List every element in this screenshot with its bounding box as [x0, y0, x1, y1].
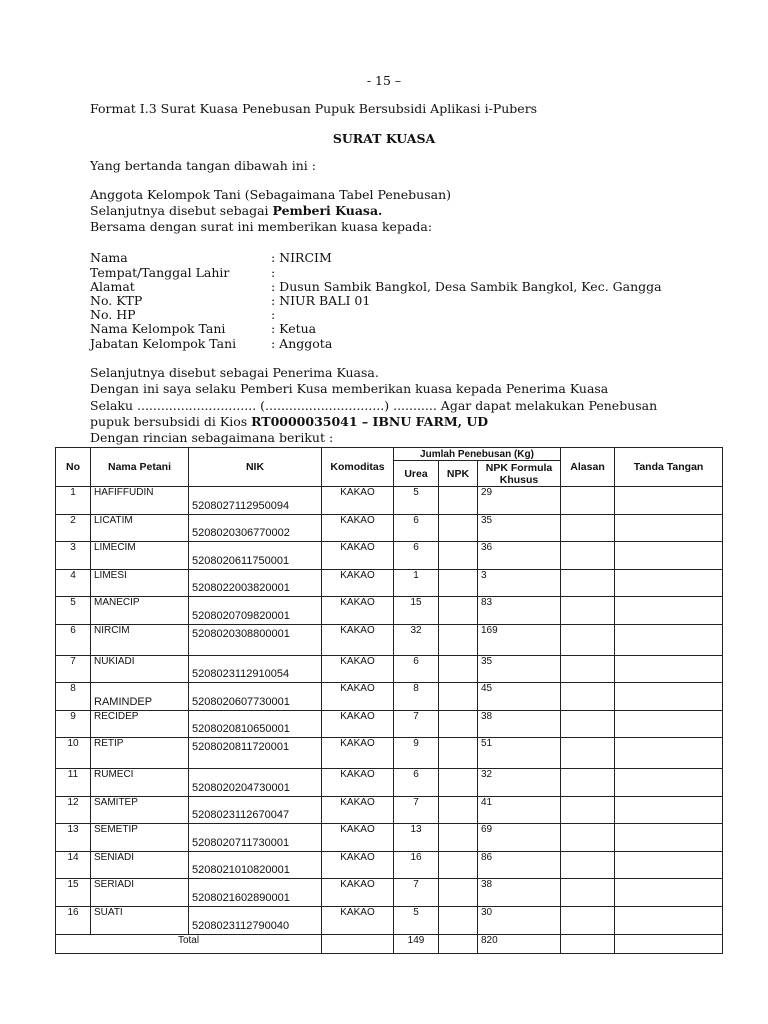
row-npk-formula: 32: [478, 768, 561, 796]
row-tanda-tangan: [615, 906, 723, 934]
field-label: Nama Kelompok Tani: [90, 321, 226, 336]
header-komoditas: Komoditas: [322, 448, 394, 487]
row-npk-formula: 38: [478, 879, 561, 907]
row-npk-formula: 36: [478, 542, 561, 570]
row-tanda-tangan: [615, 851, 723, 879]
intro-text: Yang bertanda tangan dibawah ini :: [90, 158, 316, 173]
row-npk: [439, 597, 478, 625]
table-row: [56, 597, 723, 625]
field-label: Alamat: [90, 279, 135, 294]
header-nama-petani: Nama Petani: [91, 448, 189, 487]
row-npk: [439, 683, 478, 711]
table-row: [56, 542, 723, 570]
row-alasan: [561, 569, 615, 597]
row-npk: [439, 710, 478, 738]
row-no: 1: [56, 487, 91, 515]
row-nama: RECIDEP: [91, 710, 189, 738]
grantor-line-2-prefix: Selanjutnya disebut sebagai: [90, 203, 273, 218]
row-no: 15: [56, 879, 91, 907]
field-label: No. KTP: [90, 293, 143, 308]
row-komoditas: KAKAO: [322, 514, 394, 542]
header-alasan: Alasan: [561, 448, 615, 487]
kiosk-name: RT0000035041 – IBNU FARM, UD: [251, 414, 489, 429]
row-npk-formula: 29: [478, 487, 561, 515]
row-no: 12: [56, 796, 91, 824]
row-urea: 6: [394, 542, 439, 570]
row-komoditas: KAKAO: [322, 683, 394, 711]
row-nik: 5208021602890001: [189, 879, 322, 907]
row-urea: 8: [394, 683, 439, 711]
row-komoditas: KAKAO: [322, 738, 394, 769]
row-nama: HAFIFFUDIN: [91, 487, 189, 515]
row-npk-formula: 69: [478, 824, 561, 852]
field-value: : Dusun Sambik Bangkol, Desa Sambik Bangkol, Kec. Gangga: [271, 279, 662, 294]
row-npk: [439, 487, 478, 515]
field-value: :: [271, 265, 276, 280]
row-komoditas: KAKAO: [322, 624, 394, 655]
paragraph-2: Dengan ini saya selaku Pemberi Kusa memberikan kuasa kepada Penerima Kuasa: [90, 381, 609, 396]
table-row: [56, 710, 723, 738]
table-row: [56, 624, 723, 655]
row-urea: 7: [394, 796, 439, 824]
row-urea: 5: [394, 906, 439, 934]
document-title: SURAT KUASA: [332, 131, 436, 146]
row-alasan: [561, 738, 615, 769]
page-number: - 15 –: [366, 73, 402, 88]
row-nik: 5208023112790040: [189, 906, 322, 934]
row-npk: [439, 655, 478, 683]
row-nik: 5208027112950094: [189, 487, 322, 515]
row-no: 8: [56, 683, 91, 711]
row-alasan: [561, 597, 615, 625]
row-alasan: [561, 796, 615, 824]
row-tanda-tangan: [615, 683, 723, 711]
row-nama: LIMECIM: [91, 542, 189, 570]
field-label: Tempat/Tanggal Lahir: [90, 265, 230, 280]
row-nama: RUMECI: [91, 768, 189, 796]
row-nik: 5208021010820001: [189, 851, 322, 879]
field-value: : NIUR BALI 01: [271, 293, 371, 308]
row-no: 13: [56, 824, 91, 852]
table-row: [56, 569, 723, 597]
field-value: :: [271, 307, 276, 322]
row-npk-formula: 51: [478, 738, 561, 769]
row-alasan: [561, 655, 615, 683]
row-komoditas: KAKAO: [322, 906, 394, 934]
row-alasan: [561, 824, 615, 852]
row-komoditas: KAKAO: [322, 655, 394, 683]
field-label: Jabatan Kelompok Tani: [90, 336, 237, 351]
row-no: 10: [56, 738, 91, 769]
row-alasan: [561, 710, 615, 738]
row-tanda-tangan: [615, 597, 723, 625]
table-row: [56, 768, 723, 796]
row-nik: 5208020711730001: [189, 824, 322, 852]
row-nama: SERIADI: [91, 879, 189, 907]
row-npk: [439, 768, 478, 796]
row-npk: [439, 738, 478, 769]
row-no: 14: [56, 851, 91, 879]
row-komoditas: KAKAO: [322, 597, 394, 625]
row-urea: 6: [394, 655, 439, 683]
row-komoditas: KAKAO: [322, 542, 394, 570]
table-row: [56, 824, 723, 852]
row-no: 3: [56, 542, 91, 570]
header-no: No: [56, 448, 91, 487]
row-tanda-tangan: [615, 879, 723, 907]
row-alasan: [561, 487, 615, 515]
row-nik: 5208023112910054: [189, 655, 322, 683]
row-npk: [439, 824, 478, 852]
grantor-line-3: Bersama dengan surat ini memberikan kuasa kepada:: [90, 219, 433, 234]
total-alasan: [561, 934, 615, 953]
row-nama: LIMESI: [91, 569, 189, 597]
row-alasan: [561, 851, 615, 879]
total-urea: 149: [394, 934, 439, 953]
row-alasan: [561, 542, 615, 570]
table-row: [56, 906, 723, 934]
row-nama: RETIP: [91, 738, 189, 769]
field-label: No. HP: [90, 307, 136, 322]
row-no: 2: [56, 514, 91, 542]
row-nama: NUKIADI: [91, 655, 189, 683]
row-nik: 5208020306770002: [189, 514, 322, 542]
row-npk-formula: 169: [478, 624, 561, 655]
row-nama: LICATIM: [91, 514, 189, 542]
row-tanda-tangan: [615, 487, 723, 515]
grantor-label-bold: Pemberi Kuasa.: [272, 203, 383, 218]
row-nik: 5208020810650001: [189, 710, 322, 738]
row-npk-formula: 38: [478, 710, 561, 738]
field-label: Nama: [90, 250, 128, 265]
row-tanda-tangan: [615, 738, 723, 769]
row-npk: [439, 624, 478, 655]
table-row: [56, 851, 723, 879]
table-row: [56, 683, 723, 711]
row-komoditas: KAKAO: [322, 487, 394, 515]
paragraph-1: Selanjutnya disebut sebagai Penerima Kuasa.: [90, 365, 379, 380]
table-row: [56, 655, 723, 683]
total-npk: [439, 934, 478, 953]
row-nama: SEMETIP: [91, 824, 189, 852]
row-npk-formula: 45: [478, 683, 561, 711]
row-alasan: [561, 768, 615, 796]
row-no: 16: [56, 906, 91, 934]
header-npk: NPK: [439, 461, 478, 487]
row-nik: 5208020308800001: [189, 624, 322, 655]
row-no: 7: [56, 655, 91, 683]
row-nik: 5208020611750001: [189, 542, 322, 570]
row-tanda-tangan: [615, 710, 723, 738]
paragraph-5: Dengan rincian sebagaimana berikut :: [90, 430, 334, 445]
row-nik: 5208023112670047: [189, 796, 322, 824]
row-urea: 15: [394, 597, 439, 625]
row-npk: [439, 796, 478, 824]
row-urea: 5: [394, 487, 439, 515]
format-title: Format I.3 Surat Kuasa Penebusan Pupuk Bersubsidi Aplikasi i-Pubers: [90, 101, 538, 116]
row-tanda-tangan: [615, 796, 723, 824]
row-npk: [439, 569, 478, 597]
redemption-table: [55, 447, 723, 954]
row-urea: 16: [394, 851, 439, 879]
row-tanda-tangan: [615, 569, 723, 597]
paragraph-3: Selaku .............................. (..............................) ........... Agar dapat melakukan Penebusan: [90, 398, 658, 413]
field-value: : NIRCIM: [271, 250, 332, 265]
row-nama: SUATI: [91, 906, 189, 934]
grantor-line-2: [90, 203, 382, 218]
row-tanda-tangan: [615, 655, 723, 683]
row-npk-formula: 83: [478, 597, 561, 625]
row-tanda-tangan: [615, 624, 723, 655]
row-nama: SENIADI: [91, 851, 189, 879]
header-nik: NIK: [189, 448, 322, 487]
row-komoditas: KAKAO: [322, 851, 394, 879]
row-npk-formula: 86: [478, 851, 561, 879]
row-komoditas: KAKAO: [322, 796, 394, 824]
row-npk-formula: 35: [478, 514, 561, 542]
row-no: 4: [56, 569, 91, 597]
row-nik: 5208020811720001: [189, 738, 322, 769]
row-nama: SAMITEP: [91, 796, 189, 824]
field-value: : Ketua: [271, 321, 317, 336]
table-row: [56, 796, 723, 824]
row-nama: NIRCIM: [91, 624, 189, 655]
row-npk: [439, 514, 478, 542]
row-no: 11: [56, 768, 91, 796]
row-urea: 7: [394, 710, 439, 738]
total-tanda-tangan: [615, 934, 723, 953]
row-urea: 13: [394, 824, 439, 852]
row-npk: [439, 542, 478, 570]
row-komoditas: KAKAO: [322, 710, 394, 738]
row-nama: RAMINDEP: [91, 683, 189, 711]
row-urea: 6: [394, 514, 439, 542]
row-nik: 5208020204730001: [189, 768, 322, 796]
row-tanda-tangan: [615, 768, 723, 796]
row-urea: 32: [394, 624, 439, 655]
row-alasan: [561, 514, 615, 542]
header-tanda-tangan: Tanda Tangan: [615, 448, 723, 487]
row-npk: [439, 851, 478, 879]
table-row: [56, 879, 723, 907]
row-tanda-tangan: [615, 514, 723, 542]
field-value: : Anggota: [271, 336, 333, 351]
total-komoditas: [322, 934, 394, 953]
total-label: Total: [56, 934, 322, 953]
row-urea: 9: [394, 738, 439, 769]
header-npk-formula: NPK Formula Khusus: [478, 461, 561, 487]
row-komoditas: KAKAO: [322, 824, 394, 852]
row-npk-formula: 3: [478, 569, 561, 597]
row-alasan: [561, 683, 615, 711]
row-no: 5: [56, 597, 91, 625]
total-row: [56, 934, 723, 953]
row-npk: [439, 879, 478, 907]
row-alasan: [561, 906, 615, 934]
row-urea: 6: [394, 768, 439, 796]
row-nik: 5208022003820001: [189, 569, 322, 597]
row-urea: 7: [394, 879, 439, 907]
row-komoditas: KAKAO: [322, 569, 394, 597]
row-npk-formula: 35: [478, 655, 561, 683]
row-nama: MANECIP: [91, 597, 189, 625]
header-urea: Urea: [394, 461, 439, 487]
total-npk-formula: 820: [478, 934, 561, 953]
row-alasan: [561, 624, 615, 655]
row-no: 6: [56, 624, 91, 655]
header-jumlah-penebusan: Jumlah Penebusan (Kg): [394, 448, 561, 461]
row-tanda-tangan: [615, 824, 723, 852]
row-alasan: [561, 879, 615, 907]
row-nik: 5208020709820001: [189, 597, 322, 625]
row-no: 9: [56, 710, 91, 738]
row-komoditas: KAKAO: [322, 768, 394, 796]
row-npk: [439, 906, 478, 934]
row-npk-formula: 41: [478, 796, 561, 824]
row-urea: 1: [394, 569, 439, 597]
table-row: [56, 738, 723, 769]
row-komoditas: KAKAO: [322, 879, 394, 907]
paragraph-4-prefix: pupuk bersubsidi di Kios: [90, 414, 252, 429]
table-row: [56, 487, 723, 515]
paragraph-4: [90, 414, 488, 429]
row-nik: 5208020607730001: [189, 683, 322, 711]
row-npk-formula: 30: [478, 906, 561, 934]
grantor-line-1: Anggota Kelompok Tani (Sebagaimana Tabel Penebusan): [90, 187, 452, 202]
table-row: [56, 514, 723, 542]
row-tanda-tangan: [615, 542, 723, 570]
